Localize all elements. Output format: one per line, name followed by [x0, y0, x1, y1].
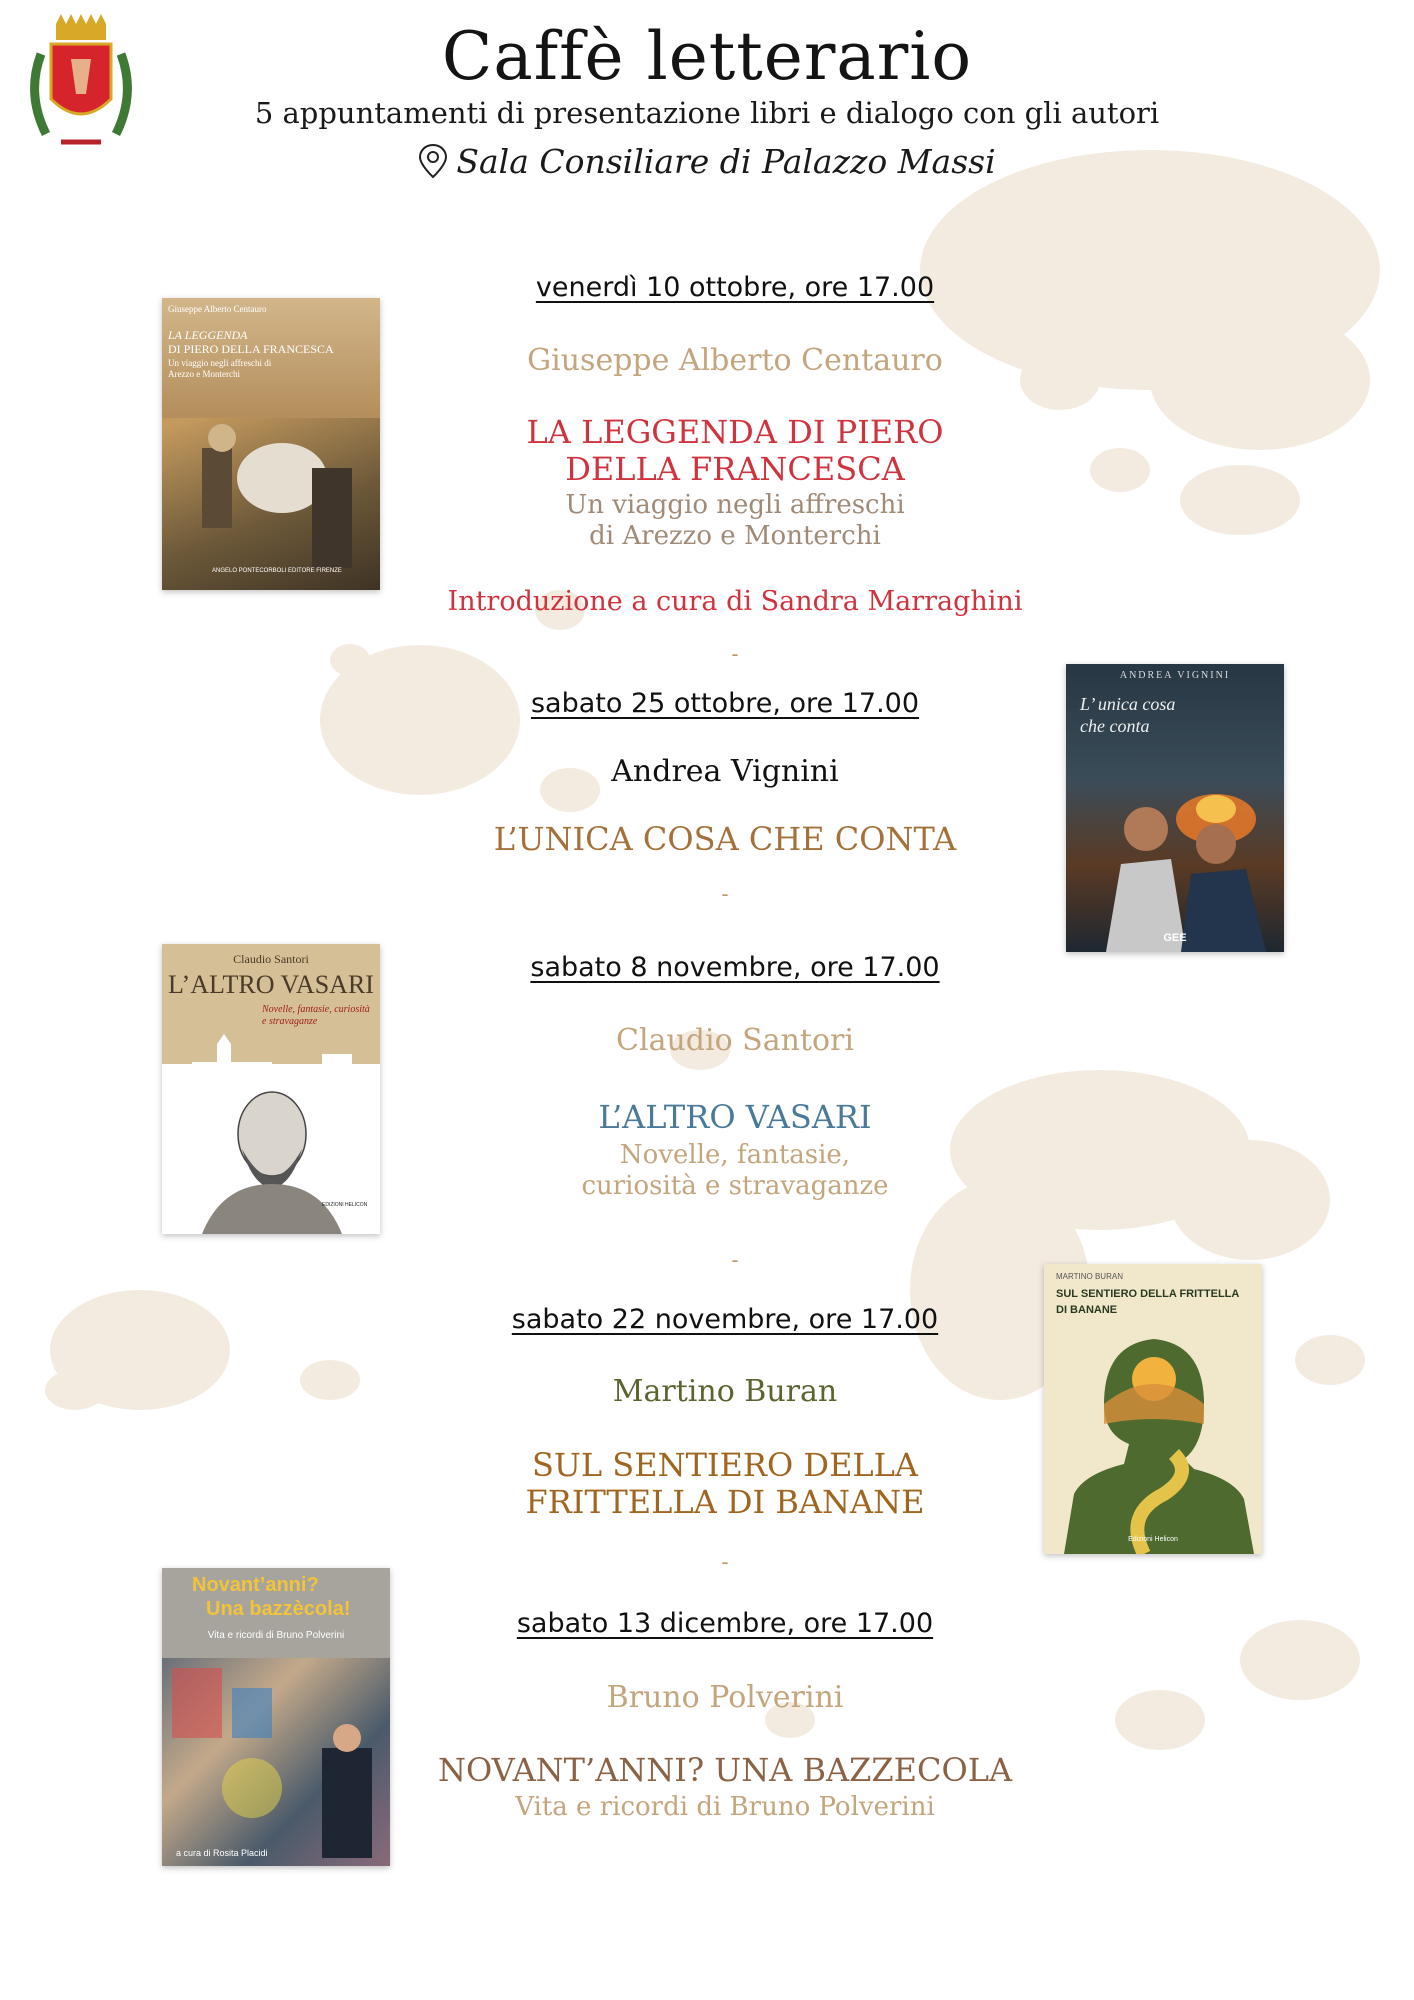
book-cover-frittella	[1044, 1264, 1262, 1554]
cover-publisher: ANGELO PONTECORBOLI EDITORE FIRENZE	[212, 568, 342, 574]
cover-title: che conta	[1080, 716, 1150, 736]
event-3-book-title: L’ALTRO VASARI	[598, 1098, 872, 1136]
cover-title: Novant’anni?	[192, 1574, 319, 1596]
cover-title: L’ALTRO VASARI	[168, 970, 374, 999]
cover-subtitle: Novelle, fantasie, curiosità e stravaganze	[262, 1004, 370, 1027]
cover-publisher: GEE	[1163, 932, 1187, 944]
event-4-author: Martino Buran	[612, 1374, 838, 1409]
event-separator: -	[731, 642, 739, 666]
cover-author: MARTINO BURAN	[1056, 1272, 1123, 1281]
cover-subtitle: Vita e ricordi di Bruno Polverini	[207, 1630, 345, 1641]
location-pin-icon	[418, 143, 448, 179]
cover-title: DI PIERO DELLA FRANCESCA	[168, 342, 334, 356]
page-title: Caffè letterario	[441, 18, 973, 95]
event-5-author: Bruno Polverini	[606, 1680, 844, 1715]
event-2-book-title: L’UNICA COSA CHE CONTA	[493, 820, 957, 858]
event-3-book-subtitle	[430, 1140, 1040, 1202]
book-title-line: SUL SENTIERO DELLA	[531, 1446, 919, 1484]
cover-title: DI BANANE	[1056, 1304, 1118, 1316]
book-title-line: LA LEGGENDA DI PIERO	[526, 413, 944, 451]
page-subtitle: 5 appuntamenti di presentazione libri e dialogo con gli autori	[254, 96, 1160, 130]
cover-publisher: EDIZIONI HELICON	[322, 1202, 368, 1208]
event-5-book-subtitle: Vita e ricordi di Bruno Polverini	[515, 1792, 935, 1822]
cover-title: Una bazzècola!	[206, 1598, 351, 1620]
book-cover-altro-vasari	[162, 944, 380, 1234]
event-2-author: Andrea Vignini	[611, 754, 839, 789]
cover-subtitle: Un viaggio negli affreschi di Arezzo e Monterchi	[168, 358, 272, 379]
book-subtitle-line: Novelle, fantasie,	[619, 1140, 851, 1170]
book-title-line: DELLA FRANCESCA	[565, 450, 905, 488]
event-separator: -	[731, 1248, 739, 1272]
fresco-illustration	[162, 388, 380, 588]
venue-line	[0, 142, 1414, 181]
book-subtitle-line: di Arezzo e Monterchi	[589, 521, 881, 551]
graffiti-photo	[162, 1658, 390, 1866]
book-cover-leggenda	[162, 298, 380, 590]
event-3-author: Claudio Santori	[616, 1023, 854, 1058]
event-separator: -	[721, 882, 729, 906]
event-1-author: Giuseppe Alberto Centauro	[527, 343, 943, 378]
event-1-book-title	[430, 414, 1040, 488]
cover-title: SUL SENTIERO DELLA FRITTELLA	[1056, 1288, 1240, 1300]
book-subtitle-line: Un viaggio negli affreschi	[565, 490, 905, 520]
book-title-line: FRITTELLA DI BANANE	[525, 1483, 925, 1521]
vasari-portrait	[192, 1074, 352, 1234]
book-subtitle-line: curiosità e stravaganze	[581, 1171, 889, 1201]
event-separator: -	[721, 1550, 729, 1574]
event-4-book-title	[420, 1447, 1030, 1521]
cover-publisher: Edizioni Helicon	[1128, 1536, 1178, 1543]
event-4-date: sabato 22 novembre, ore 17.00	[511, 1304, 939, 1335]
event-1-intro: Introduzione a cura di Sandra Marraghini	[447, 586, 1023, 617]
event-1-date: venerdì 10 ottobre, ore 17.00	[535, 272, 935, 303]
silhouette-landscape-illustration	[1044, 1324, 1262, 1554]
event-1-book-subtitle	[430, 490, 1040, 552]
event-5-book-title: NOVANT’ANNI? UNA BAZZECOLA	[437, 1751, 1013, 1789]
event-2-date: sabato 25 ottobre, ore 17.00	[530, 688, 920, 719]
cover-title: L’ unica cosa	[1080, 694, 1176, 714]
event-5-date: sabato 13 dicembre, ore 17.00	[516, 1608, 934, 1639]
cover-author: Claudio Santori	[233, 952, 309, 966]
event-3-date: sabato 8 novembre, ore 17.00	[530, 952, 940, 983]
cover-author: Giuseppe Alberto Centauro	[168, 304, 267, 314]
book-cover-novantanni	[162, 1568, 390, 1866]
book-cover-unica-cosa	[1066, 664, 1284, 952]
cover-title: LA LEGGENDA	[168, 328, 248, 342]
cover-author: ANDREA VIGNINI	[1119, 670, 1231, 681]
venue-name: Sala Consiliare di Palazzo Massi	[456, 142, 996, 181]
cover-credit: a cura di Rosita Placidi	[176, 1848, 268, 1858]
